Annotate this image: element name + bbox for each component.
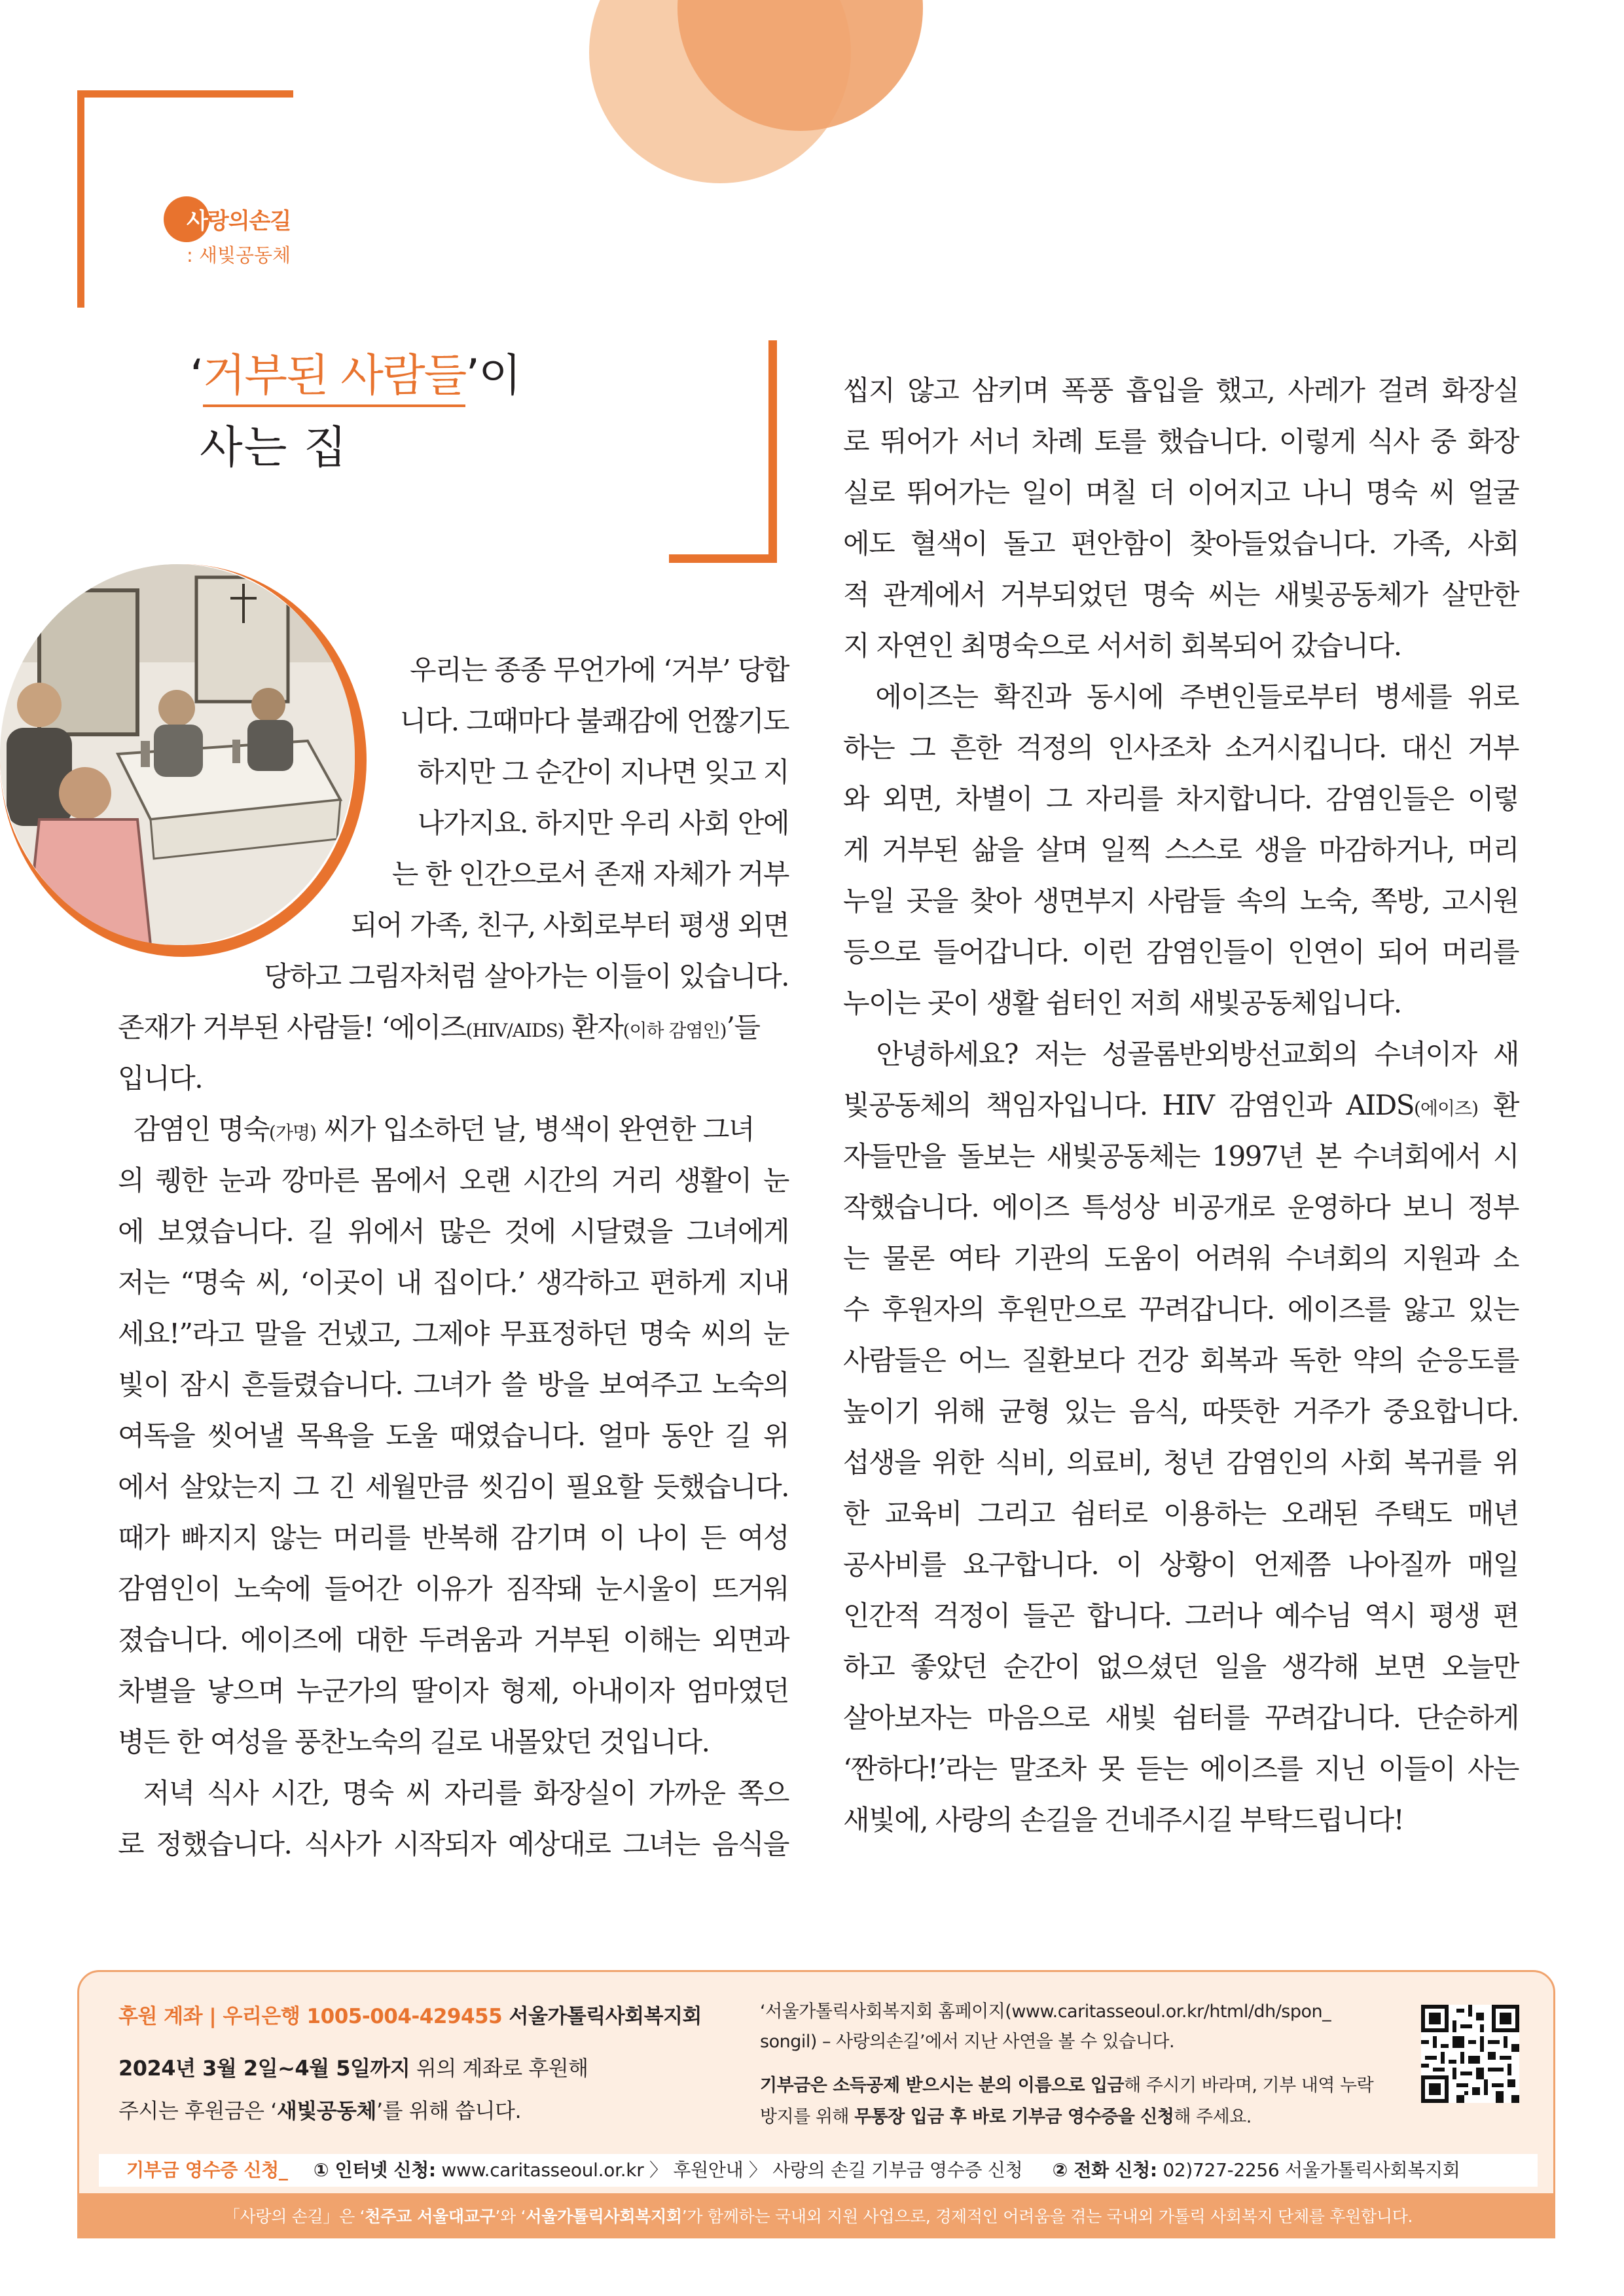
body-line: 빛공동체의 책임자입니다. HIV 감염인과 AIDS(에이즈) 환 [843, 1089, 1519, 1121]
body-line: 입니다. [118, 1062, 203, 1094]
body-line: 하지만 그 순간이 지나면 잊고 지 [417, 756, 789, 788]
body-line: 저녁 식사 시간, 명숙 씨 자리를 화장실이 가까운 쪽으 [118, 1777, 789, 1809]
body-line: ‘짠하다!’라는 말조차 못 듣는 에이즈를 지닌 이들이 사는 [843, 1753, 1519, 1785]
body-line: 에서 살았는지 그 긴 세월만큼 씻김이 필요할 듯했습니다. [118, 1471, 789, 1503]
donation-period: 2024년 3월 2일~4월 5일까지 위의 계좌로 후원해 [118, 2056, 588, 2081]
article-title-line2: 사는 집 [200, 422, 348, 474]
body-line: 공사비를 요구합니다. 이 상황이 언제쯤 나아질까 매일 [843, 1549, 1519, 1581]
body-line: 차별을 낳으며 누군가의 딸이자 형제, 아내이자 엄마였던 [118, 1675, 789, 1707]
body-line: 로 뛰어가 서너 차례 토를 했습니다. 이렇게 식사 중 화장 [843, 425, 1519, 457]
body-line: 누이는 곳이 생활 쉼터인 저희 새빛공동체입니다. [843, 987, 1401, 1019]
body-line: 당하고 그림자처럼 살아가는 이들이 있습니다. [264, 960, 789, 992]
body-line: 자들만을 돌보는 새빛공동체는 1997년 본 수녀회에서 시 [843, 1140, 1519, 1172]
body-line: 작했습니다. 에이즈 특성상 비공개로 운영하다 보니 정부 [843, 1191, 1519, 1223]
article-body-right [843, 365, 1519, 1846]
body-line: 병든 한 여성을 풍찬노숙의 길로 내몰았던 것입니다. [118, 1726, 710, 1758]
body-line: 와 외면, 차별이 그 자리를 차지합니다. 감염인들은 이렇 [843, 783, 1519, 815]
receipt-label: 기부금 영수증 신청_ [126, 2159, 288, 2181]
body-line: 지 자연인 최명숙으로 서서히 회복되어 갔습니다. [843, 630, 1401, 662]
body-line: 하고 좋았던 순간이 없으셨던 일을 생각해 보면 오늘만 [843, 1651, 1519, 1683]
body-line: 되어 가족, 친구, 사회로부터 평생 외면 [350, 909, 789, 941]
body-line: 저는 “명숙 씨, ‘이곳이 내 집이다.’ 생각하고 편하게 지내 [118, 1266, 789, 1299]
donation-account: 후원 계좌 | 우리은행 1005-004-429455 서울가톨릭사회복지회 [118, 2005, 702, 2028]
body-line: 씹지 않고 삼키며 폭풍 흡입을 했고, 사레가 걸려 화장실 [843, 374, 1519, 406]
footer-bar: 「사랑의 손길」은 ‘천주교 서울대교구’와 ‘서울가톨릭사회복지회’가 함께하는 국내외 지원 사업으로, 경제적인 어려움을 겪는 국내외 가톨릭 사회복지 단체를 후원합니다. [79, 2193, 1555, 2238]
body-line: 세요!”라고 말을 건넸고, 그제야 무표정하던 명숙 씨의 눈 [118, 1318, 789, 1350]
body-line: 에 보였습니다. 길 위에서 많은 것에 시달렸을 그녀에게 [118, 1215, 789, 1247]
body-line: 의 퀭한 눈과 깡마른 몸에서 오랜 시간의 거리 생활이 눈 [118, 1164, 789, 1196]
body-line: 누일 곳을 찾아 생면부지 사람들 속의 노숙, 쪽방, 고시원 [843, 885, 1519, 917]
donation-info-box [77, 1970, 1555, 2238]
qr-code-icon[interactable] [1421, 2005, 1519, 2103]
receipt-request-bar: 기부금 영수증 신청_ ① 인터넷 신청: www.caritasseoul.or.kr 〉 후원안내 〉 사랑의 손길 기부금 영수증 신청 ② 전화 신청: 02)727-2256 서울가톨릭사회복지회 [99, 2154, 1538, 2187]
body-line: 는 한 인간으로서 존재 자체가 거부 [391, 858, 789, 890]
body-line: 에도 혈색이 돌고 편안함이 찾아들었습니다. 가족, 사회 [843, 528, 1519, 560]
body-line: 우리는 종종 무언가에 ‘거부’ 당합 [409, 654, 789, 686]
body-line: 한 교육비 그리고 쉼터로 이용하는 오래된 주택도 매년 [843, 1498, 1519, 1530]
body-line: 적 관계에서 거부되었던 명숙 씨는 새빛공동체가 살만한 [843, 579, 1519, 611]
receipt-internet-link[interactable]: www.caritasseoul.or.kr 〉 후원안내 〉 사랑의 손길 기부금 영수증 신청 [435, 2159, 1023, 2181]
homepage-info: ‘서울가톨릭사회복지회 홈페이지(www.caritasseoul.or.kr/html/dh/spon_ songil) – 사랑의손길’에서 지난 사연을 볼 수 있습니다. [760, 2001, 1331, 2052]
section-label: 사랑의손길 [187, 208, 291, 234]
body-line: 수 후원자의 후원만으로 꾸려갑니다. 에이즈를 앓고 있는 [843, 1293, 1519, 1325]
body-line: 섭생을 위한 식비, 의료비, 청년 감염인의 사회 복귀를 위 [843, 1446, 1519, 1479]
section-subtitle: : 새빛공동체 [187, 244, 291, 266]
article-title-line1: ‘거부된 사람들’이 [190, 340, 520, 404]
body-line: 새빛에, 사랑의 손길을 건네주시길 부탁드립니다! [843, 1804, 1404, 1836]
body-line: 나가지요. 하지만 우리 사회 안에 [417, 807, 789, 839]
body-line: 사람들은 어느 질환보다 건강 회복과 독한 약의 순응도를 [843, 1344, 1519, 1376]
body-line: 존재가 거부된 사람들! ‘에이즈(HIV/AIDS) 환자(이하 감염인)’들 [118, 1011, 760, 1043]
body-line: 니다. 그때마다 불쾌감에 언짢기도 [399, 705, 789, 737]
body-line: 여독을 씻어낼 목욕을 도울 때였습니다. 얼마 동안 길 위 [118, 1420, 789, 1452]
body-line: 때가 빠지지 않는 머리를 반복해 감기며 이 나이 든 여성 [118, 1522, 789, 1554]
body-line: 살아보자는 마음으로 새빛 쉼터를 꾸려갑니다. 단순하게 [843, 1702, 1519, 1734]
body-line: 감염인 명숙(가명) 씨가 입소하던 날, 병색이 완연한 그녀 [118, 1113, 754, 1145]
body-line: 감염인이 노숙에 들어간 이유가 짐작돼 눈시울이 뜨거워 [118, 1573, 789, 1605]
body-line: 빛이 잠시 흔들렸습니다. 그녀가 쓸 방을 보여주고 노숙의 [118, 1369, 789, 1401]
title-bracket [669, 340, 777, 563]
body-line: 실로 뛰어가는 일이 며칠 더 이어지고 나니 명숙 씨 얼굴 [843, 476, 1519, 509]
body-line: 에이즈는 확진과 동시에 주변인들로부터 병세를 위로 [843, 681, 1519, 713]
body-line: 인간적 걱정이 들곤 합니다. 그러나 예수님 역시 평생 편 [843, 1600, 1519, 1632]
body-line: 하는 그 흔한 걱정의 인사조차 소거시킵니다. 대신 거부 [843, 732, 1519, 764]
tax-deduction-info: 기부금은 소득공제 받으시는 분의 이름으로 입금해 주시기 바라며, 기부 내역 누락 방지를 위해 무통장 입금 후 바로 기부금 영수증을 신청해 주세요. [760, 2075, 1374, 2127]
body-line: 는 물론 여타 기관의 도움이 어려워 수녀회의 지원과 소 [843, 1242, 1519, 1274]
donation-usage: 주시는 후원금은 ‘새빛공동체’를 위해 씁니다. [118, 2098, 522, 2123]
body-line: 졌습니다. 에이즈에 대한 두려움과 거부된 이해는 외면과 [118, 1624, 789, 1656]
body-line: 로 정했습니다. 식사가 시작되자 예상대로 그녀는 음식을 [118, 1828, 789, 1860]
body-line: 등으로 들어갑니다. 이런 감염인들이 인연이 되어 머리를 [843, 936, 1519, 968]
title-highlight: 거부된 사람들 [203, 350, 466, 407]
body-line: 높이기 위해 균형 있는 음식, 따뜻한 거주가 중요합니다. [843, 1395, 1519, 1427]
article-body-left [118, 645, 789, 1870]
body-line: 게 거부된 삶을 살며 일찍 스스로 생을 마감하거나, 머리 [843, 834, 1519, 866]
body-line: 안녕하세요? 저는 성골롬반외방선교회의 수녀이자 새 [843, 1038, 1519, 1070]
